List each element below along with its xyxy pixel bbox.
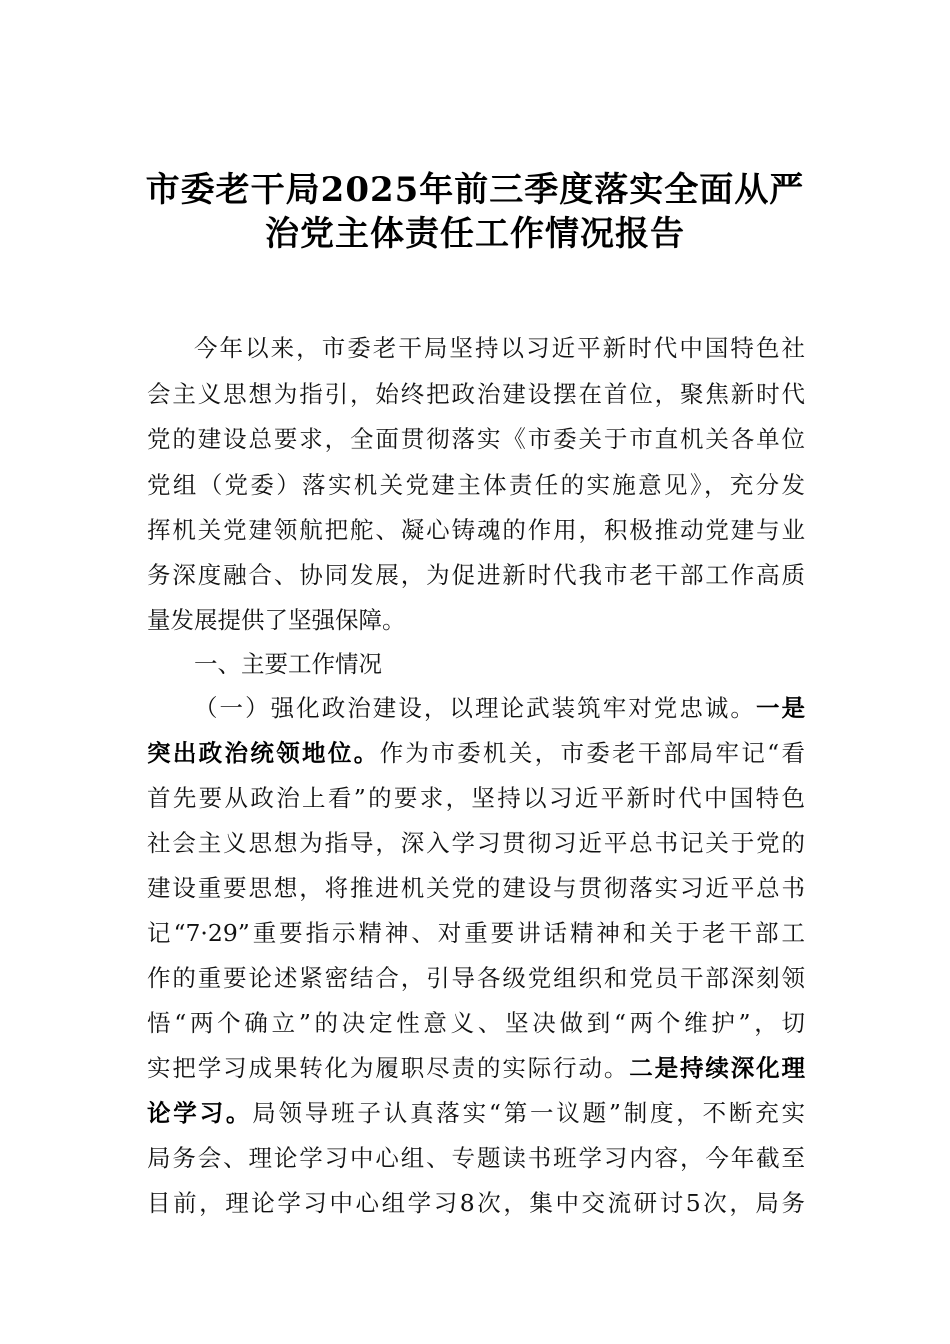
intro-line-7: 量发展提供了坚强保障。: [147, 606, 406, 634]
point-one-label: 一是: [755, 694, 806, 722]
section-heading: 一、主要工作情况: [194, 650, 382, 678]
body-line-11: 局务会、理论学习中心组、专题读书班学习内容，今年截至: [147, 1144, 805, 1172]
intro-line-1: 今年以来，市委老干局坚持以习近平新时代中国特色社: [194, 334, 805, 362]
subsection-title: （一）强化政治建设，以理论武装筑牢对党忠诚。: [194, 694, 756, 722]
body-line-8: 悟“两个确立”的决定性意义、坚决做到“两个维护”，切: [147, 1009, 805, 1037]
body-line-1: [147, 688, 805, 728]
intro-line-4: 党组（党委）落实机关党建主体责任的实施意见》，充分发: [147, 471, 805, 499]
intro-line-2: 会主义思想为指引，始终把政治建设摆在首位，聚焦新时代: [147, 380, 805, 408]
point-one-title: 突出政治统领地位。: [147, 739, 380, 767]
body-text: 作为市委机关，市委老干部局牢记“看: [379, 739, 806, 767]
body-line-9: [147, 1048, 805, 1088]
body-line-12: 目前，理论学习中心组学习8次，集中交流研讨5次，局务: [147, 1189, 805, 1217]
body-line-3: 首先要从政治上看”的要求，坚持以习近平新时代中国特色: [147, 784, 805, 812]
body-text: 局领导班子认真落实“第一议题”制度，不断充实: [252, 1099, 806, 1127]
body-line-5: 建设重要思想，将推进机关党的建设与贯彻落实习近平总书: [147, 874, 805, 902]
intro-line-5: 挥机关党建领航把舵、凝心铸魂的作用，积极推动党建与业: [147, 516, 805, 544]
document-title-line-1: 市委老干局2025年前三季度落实全面从严: [145, 170, 805, 210]
body-line-2: [147, 733, 805, 773]
document-title-line-2: 治党主体责任工作情况报告: [265, 214, 685, 254]
body-line-6: 记“7·29”重要指示精神、对重要讲话精神和关于老干部工: [147, 919, 805, 947]
intro-line-3: 党的建设总要求，全面贯彻落实《市委关于市直机关各单位: [147, 425, 805, 453]
intro-line-6: 务深度融合、协同发展，为促进新时代我市老干部工作高质: [147, 561, 805, 589]
body-line-10: [147, 1093, 805, 1133]
point-two-title: 二是持续深化理: [629, 1054, 806, 1082]
body-text: 实把学习成果转化为履职尽责的实际行动。: [147, 1054, 630, 1082]
body-line-7: 作的重要论述紧密结合，引导各级党组织和党员干部深刻领: [147, 964, 805, 992]
body-line-4: 社会主义思想为指导，深入学习贯彻习近平总书记关于党的: [147, 829, 805, 857]
point-two-title-end: 论学习。: [147, 1099, 253, 1127]
